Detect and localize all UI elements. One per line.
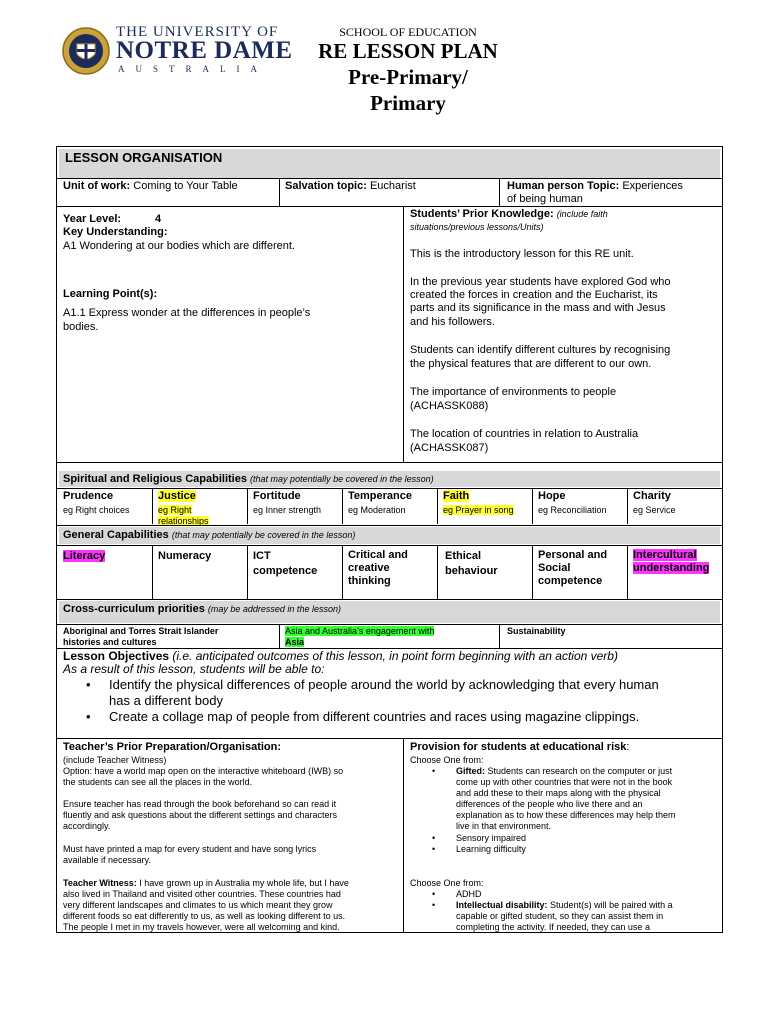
teacher-prep-read-line2: fluently and ask questions about the different settings and characters (63, 810, 338, 820)
crest-icon (62, 24, 110, 78)
objectives-intro: As a result of this lesson, students will be able to: (63, 662, 325, 676)
provision-heading: Provision for students at educational risk: (410, 741, 630, 753)
year-level-label: Year Level: (63, 213, 122, 225)
capability-hope-eg: eg Reconciliation (538, 505, 607, 515)
objectives-heading: Lesson Objectives (i.e. anticipated outcomes of this lesson, in point form beginning with an action verb) (63, 649, 618, 663)
provision-gifted: Gifted: Students can research on the computer or just (456, 766, 673, 776)
prior-knowledge-p2-line4: and his followers. (410, 316, 495, 328)
prior-knowledge-p4-line2: (ACHASSK088) (410, 400, 489, 412)
provision-choose-2: Choose One from: (410, 878, 484, 888)
provision-adhd: ADHD (456, 889, 482, 899)
general-intercultural: Intercultural (633, 549, 697, 561)
capability-temperance-eg: eg Moderation (348, 505, 406, 515)
university-line-3: AUSTRALIA (118, 64, 268, 74)
prior-knowledge-p3-line2: the physical features that are different to our own. (410, 358, 652, 370)
human-person-topic: Human person Topic: Experiences (507, 180, 683, 192)
prior-knowledge-p2: In the previous year students have explored God who (410, 276, 671, 288)
objective-bullet-1: • (86, 677, 91, 692)
prior-knowledge-heading: Students’ Prior Knowledge: (include faith (410, 208, 608, 220)
provision-intellectual-line2: capable or gifted student, so they can assist them in (456, 911, 664, 921)
provision-bullet-gifted: • (432, 766, 436, 776)
capability-justice-eg: eg Right (158, 505, 192, 515)
teacher-prep-heading: Teacher’s Prior Preparation/Organisation: (63, 741, 282, 753)
objective-bullet-2: • (86, 709, 91, 724)
provision-intellectual-line3: completing the activity. If needed, they can use a (456, 922, 650, 932)
cross-aboriginal: Aboriginal and Torres Strait Islander (63, 626, 219, 636)
prior-knowledge-p4: The importance of environments to people (410, 386, 617, 398)
salvation-topic: Salvation topic: Eucharist (285, 180, 416, 192)
provision-choose-1: Choose One from: (410, 755, 484, 765)
teacher-prep-option: Option: have a world map open on the interactive whiteboard (IWB) so (63, 766, 344, 776)
provision-gifted-line3: and add these to their maps along with the physical (456, 788, 661, 798)
provision-gifted-line6: live in that environment. (456, 821, 552, 831)
prior-knowledge-p2-line3: parts and its significance in the mass and with Jesus (410, 302, 666, 314)
general-critical-line3: thinking (348, 575, 391, 587)
teacher-witness-line2: also lived in Thailand and visited other countries. These countries had (63, 889, 341, 899)
provision-bullet-adhd: • (432, 889, 436, 899)
teacher-witness-line4: different foods so eat differently to us, as well as looking different to us. (63, 911, 346, 921)
teacher-prep-map-line2: available if necessary. (63, 855, 151, 865)
provision-bullet-intel: • (432, 900, 436, 910)
provision-gifted-line5: explanation as to how these differences may help them (456, 810, 676, 820)
university-line-2: NOTRE DAME (116, 37, 293, 64)
general-ethical: Ethical (445, 550, 482, 562)
capability-justice-eg2: relationships (158, 516, 209, 526)
objective-2: Create a collage map of people from different countries and races using magazine clippings. (109, 709, 640, 724)
prior-knowledge-p1: This is the introductory lesson for this RE unit. (410, 248, 634, 260)
organisation-heading: LESSON ORGANISATION (65, 150, 223, 165)
teacher-prep-note: (include Teacher Witness) (63, 755, 167, 765)
prior-knowledge-p2-line2: created the forces in creation and the Eucharist, its (410, 289, 658, 301)
capability-fortitude-eg: eg Inner strength (253, 505, 322, 515)
general-critical-line2: creative (348, 562, 390, 574)
capability-charity: Charity (633, 490, 671, 502)
general-numeracy: Numeracy (158, 550, 212, 562)
teacher-witness-line3: very different landscapes and climates to us which meant they grow (63, 900, 333, 910)
learning-point-label: Learning Point(s): (63, 288, 158, 300)
teacher-prep-map: Must have printed a map for every student and have song lyrics (63, 844, 317, 854)
provision-sensory: Sensory impaired (456, 833, 527, 843)
key-understanding-label: Key Understanding: (63, 226, 168, 238)
capability-fortitude: Fortitude (253, 490, 301, 502)
cross-heading: Cross-curriculum priorities (may be addressed in the lesson) (63, 603, 341, 615)
page-title: RE LESSON PLAN (318, 39, 498, 63)
page-subtitle-1: Pre-Primary/ (348, 65, 468, 89)
general-critical: Critical and (348, 549, 408, 561)
objective-1: Identify the physical differences of people around the world by acknowledging that every human (109, 677, 659, 692)
provision-intellectual: Intellectual disability: Student(s) will be paired with a (456, 900, 673, 910)
cross-asia-line2: Asia (285, 637, 305, 647)
teacher-witness: Teacher Witness: I have grown up in Australia my whole life, but I have (63, 878, 349, 888)
year-level-value: 4 (155, 213, 162, 225)
general-heading: General Capabilities (that may potentially be covered in the lesson) (63, 529, 356, 541)
general-ict-line2: competence (253, 565, 318, 577)
cross-aboriginal-line2: histories and cultures (63, 637, 157, 647)
teacher-prep-option-line2: the students can see all the places in the world. (63, 777, 253, 787)
cross-asia: Asia and Australia’s engagement with (285, 626, 435, 636)
lesson-plan-table (56, 146, 723, 933)
unit-of-work: Unit of work: Coming to Your Table (63, 180, 238, 192)
prior-knowledge-p5: The location of countries in relation to Australia (410, 428, 639, 440)
spiritual-heading: Spiritual and Religious Capabilities (that may potentially be covered in the lesson) (63, 473, 434, 485)
general-personal-line2: Social (538, 562, 571, 574)
provision-learning: Learning difficulty (456, 844, 526, 854)
general-intercultural-line2: understanding (633, 562, 710, 574)
teacher-witness-line5: The people I met in my travels however, were all welcoming and kind. (63, 922, 340, 932)
provision-bullet-sensory: • (432, 833, 436, 843)
capability-prudence-eg: eg Right choices (63, 505, 130, 515)
key-understanding-value: A1 Wondering at our bodies which are different. (63, 240, 295, 252)
university-logo (62, 24, 293, 78)
capability-justice: Justice (158, 490, 196, 502)
learning-point-value: A1.1 Express wonder at the differences in people’s (63, 307, 311, 319)
general-personal-line3: competence (538, 575, 603, 587)
provision-gifted-line2: come up with other countries that were not in the book (456, 777, 673, 787)
human-person-topic-cont: of being human (507, 193, 583, 205)
capability-charity-eg: eg Service (633, 505, 676, 515)
provision-gifted-line4: differences of the people who live there and an (456, 799, 643, 809)
capability-hope: Hope (538, 490, 566, 502)
objective-1-line2: has a different body (109, 693, 223, 708)
prior-knowledge-note: situations/previous lessons/Units) (410, 222, 544, 232)
teacher-prep-read-line3: accordingly. (63, 821, 111, 831)
general-literacy: Literacy (63, 550, 106, 562)
page-subtitle-2: Primary (370, 91, 446, 115)
prior-knowledge-p3: Students can identify different cultures by recognising (410, 344, 671, 356)
school-name: SCHOOL OF EDUCATION (339, 25, 477, 39)
prior-knowledge-p5-line2: (ACHASSK087) (410, 442, 489, 454)
provision-bullet-learning: • (432, 844, 436, 854)
general-ethical-line2: behaviour (445, 565, 498, 577)
teacher-prep-read: Ensure teacher has read through the book beforehand so can read it (63, 799, 337, 809)
university-line-1: THE UNIVERSITY OF (116, 24, 279, 40)
general-personal: Personal and (538, 549, 608, 561)
general-ict: ICT (253, 550, 271, 562)
capability-faith-eg: eg Prayer in song (443, 505, 514, 515)
capability-prudence: Prudence (63, 490, 114, 502)
learning-point-value-cont: bodies. (63, 321, 99, 333)
capability-temperance: Temperance (348, 490, 412, 502)
cross-sustainability: Sustainability (507, 626, 566, 636)
capability-faith: Faith (443, 490, 470, 502)
